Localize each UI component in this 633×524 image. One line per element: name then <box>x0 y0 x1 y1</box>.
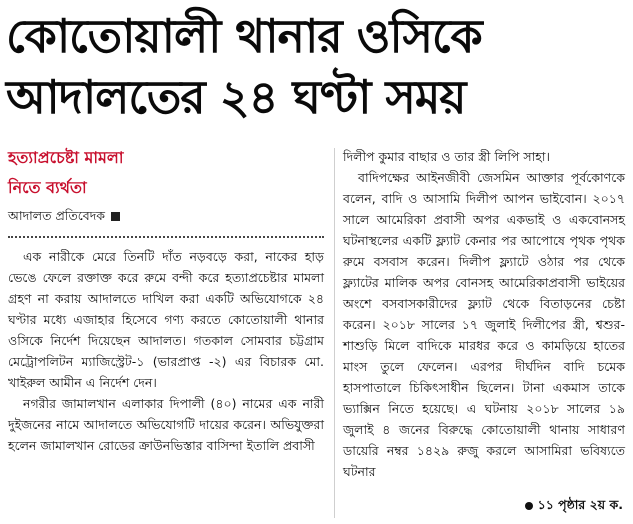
subheadline-line-2: নিতে ব্যর্থতা <box>8 178 87 197</box>
bullet-icon <box>525 502 533 510</box>
body-continuation: দিলীপ কুমার বাছার ও তার স্ত্রী লিপি সাহা। <box>343 149 550 164</box>
body-paragraph: নগরীর জামালখান এলাকার দিপালী (৪০) নামের এক নারী দুইজনের নামে আদালতে অভিযোগটি দায়ের করেন। অভিযুক্তরা হলেন জামালখান রোডের ক্রাউনভিস্তার বাসিন্দা ইতালি প্রবাসী <box>8 396 324 453</box>
dotted-divider <box>8 236 324 238</box>
body-column-right <box>343 146 625 482</box>
headline-line-2: আদালতের ২৪ ঘণ্টা সময় <box>6 70 466 124</box>
byline <box>8 207 120 225</box>
body-paragraph: এক নারীকে মেরে তিনটি দাঁত নড়বড়ে করা, নাকের হাড় ভেঙে ফেলে রক্তাক্ত করে রুমে বন্দী করে হত্যাপ্রচেষ্টার মামলা গ্রহণ না করায় আদালতে দাখিল করা একটি অভিযোগকে ২৪ ঘণ্টার মধ্যে এজাহার হিসেবে গণ্য করতে কোতোয়ালী থানার ওসিকে নির্দেশ দিয়েছেন আদালত। গতকাল সোমবার চট্টগ্রাম মেট্রোপলিটন ম্যাজিস্ট্রেট-১ (ভারপ্রাপ্ত -২) এর বিচারক মো. খাইরুল আমীন এ নির্দেশ দেন। <box>8 249 324 390</box>
jump-text: ১১ পৃষ্ঠার ২য় ক. <box>537 497 623 512</box>
subheadline-line-1: হত্যাপ্রচেষ্টা মামলা <box>8 148 124 167</box>
byline-text: আদালত প্রতিবেদক <box>8 208 106 223</box>
body-column-left <box>8 246 324 456</box>
column-divider <box>334 148 335 518</box>
continued-on-page <box>525 495 623 515</box>
square-bullet-icon <box>111 212 120 221</box>
body-paragraph: বাদিপক্ষের আইনজীবী জেসমিন আক্তার পূর্বকোণকে বলেন, বাদি ও আসামি দিলীপ আপন ভাইবোন। ২০১৭ সালে আমেরিকা প্রবাসী অপর একভাই ও একবোনসহ ঘটনাস্থলের একটি ফ্ল্যাট কেনার পর আপোষে পৃথক পৃথক রুমে বসবাস করেন। দিলীপ ফ্ল্যাটে ওঠার পর থেকে ফ্ল্যাটের মালিক অপর বোনসহ আমেরিকাপ্রবাসী ভাইয়ের অংশে বসবাসকারীদের ফ্ল্যাট থেকে বিতাড়নের চেষ্টা করেন। ২০১৮ সালের ১৭ জুলাই দিলীপের স্ত্রী, শ্বশুর-শাশুড়ি মিলে বাদিকে মারধর করে ও কামড়িয়ে হাতের মাংস তুলে ফেলেন। এরপর দীর্ঘদিন বাদি চমেক হাসপাতালে চিকিৎসাধীন ছিলেন। টানা একমাস তাকে ভ্যাক্সিন নিতে হয়েছে। এ ঘটনায় ২০১৮ সালের ১৯ জুলাই ৪ জনের বিরুদ্ধে কোতোয়ালী থানায় সাধারণ ডায়েরি নম্বর ১৪২৯ রুজু করলে আসামিরা ভবিষ্যতে ঘটনার <box>343 170 625 479</box>
headline-line-1: কোতোয়ালী থানার ওসিকে <box>6 9 482 63</box>
